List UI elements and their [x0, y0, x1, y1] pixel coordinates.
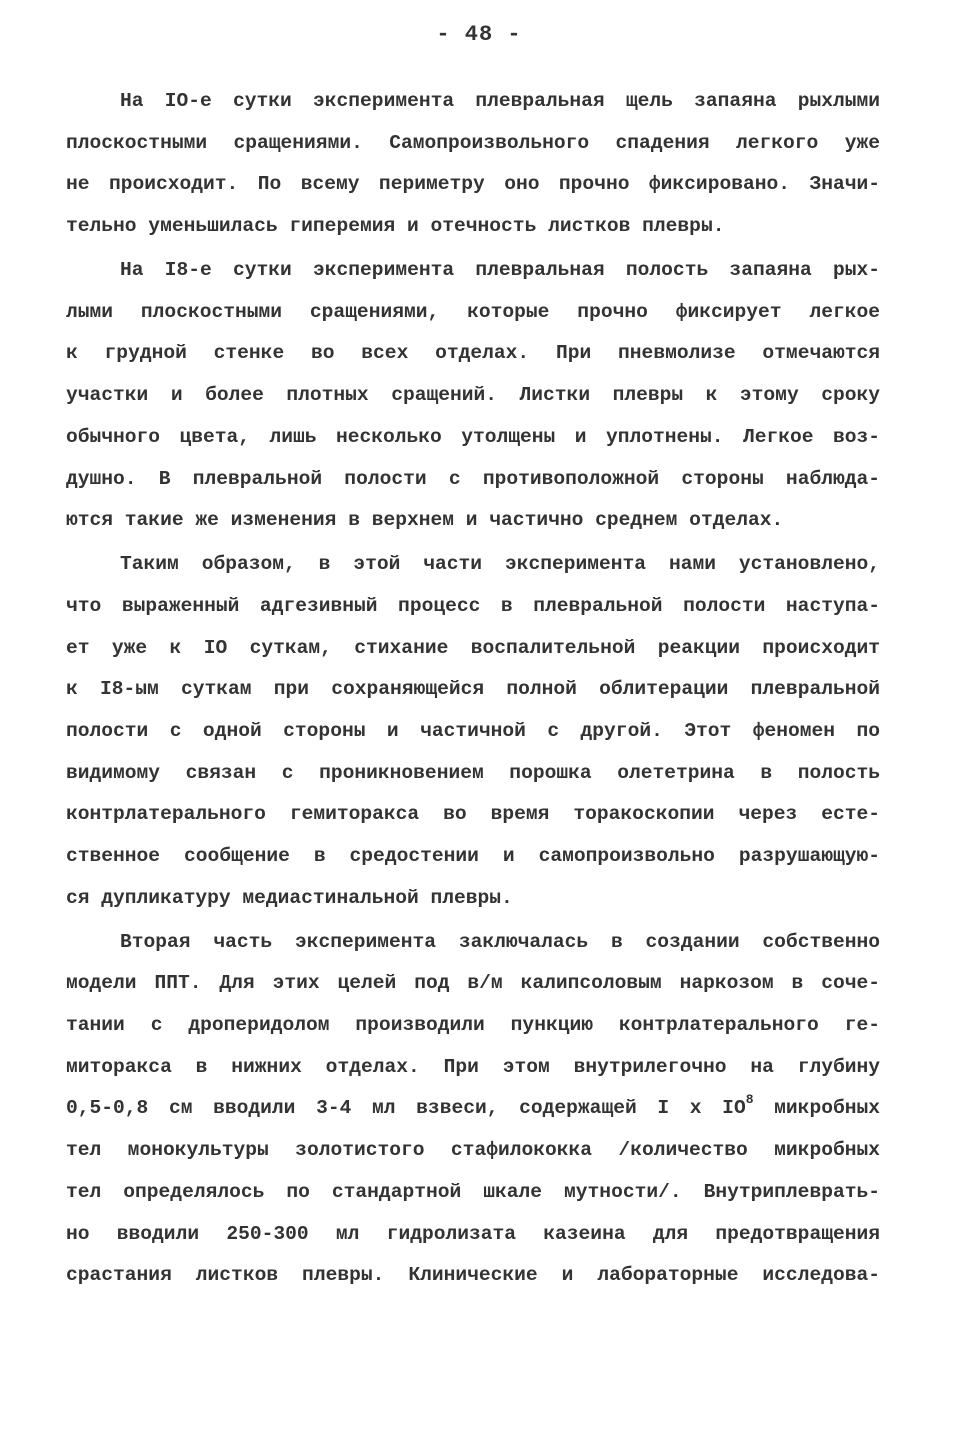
text-line: На IO-е сутки эксперимента плевральная щель запаяна рыхлыми: [120, 90, 880, 112]
text-line: тании с дроперидолом производили пункцию контрлатерального ге-: [66, 1014, 880, 1037]
text-line: тел определялось по стандартной шкале мутности/. Внутриплеврать-: [66, 1180, 880, 1203]
text-fragment: микробных: [753, 1097, 880, 1120]
text-line: срастания листков плевры. Клинические и лабораторные исследова-: [66, 1264, 880, 1287]
text-line: душно. В плевральной полости с противоположной стороны наблюда-: [66, 467, 880, 490]
text-line: ся дупликатуру медиастинальной плевры.: [66, 886, 513, 909]
text-line: полости с одной стороны и частичной с другой. Этот феномен по: [66, 719, 880, 742]
text-line: плоскостными сращениями. Самопроизвольного спадения легкого уже: [66, 131, 880, 154]
text-line: лыми плоскостными сращениями, которые прочно фиксирует легкое: [66, 300, 880, 323]
text-line: Таким образом, в этой части эксперимента нами установлено,: [120, 553, 880, 576]
text-line: к грудной стенке во всех отделах. При пневмолизе отмечаются: [66, 342, 880, 365]
exponent: 8: [745, 1092, 754, 1108]
body-text: [66, 87, 880, 1303]
text-line: ет уже к IO суткам, стихание воспалительной реакции происходит: [66, 636, 880, 659]
text-line: миторакса в нижних отделах. При этом внутрилегочно на глубину: [66, 1055, 880, 1078]
text-line: ственное сообщение в средостении и самопроизвольно разрушающую-: [66, 845, 880, 867]
text-line: но вводили 250-300 мл гидролизата казеина для предотвращения: [66, 1222, 880, 1245]
text-line: тельно уменьшилась гиперемия и отечность листков плевры.: [66, 215, 725, 238]
text-line: что выраженный адгезивный процесс в плевральной полости наступа-: [66, 594, 880, 617]
text-line: ются такие же изменения в верхнем и частично среднем отделах.: [66, 509, 784, 532]
text-line: участки и более плотных сращений. Листки плевры к этому сроку: [66, 384, 880, 407]
text-fragment: 0,5-0,8 см вводили 3-4 мл взвеси, содержащей I x IO: [66, 1097, 746, 1120]
text-line-with-exponent: [66, 1094, 880, 1136]
text-line: не происходит. По всему периметру оно прочно фиксировано. Значи-: [66, 173, 880, 196]
text-line: обычного цвета, лишь несколько утолщены и уплотнены. Легкое воз-: [66, 425, 880, 448]
text-line: контрлатерального гемиторакса во время торакоскопии через есте-: [66, 803, 880, 826]
text-line: видимому связан с проникновением порошка олететрина в полость: [66, 761, 880, 784]
text-line: На I8-е сутки эксперимента плевральная полость запаяна рых-: [120, 259, 880, 282]
text-line: Вторая часть эксперимента заключалась в создании собственно: [120, 930, 880, 953]
text-line: тел монокультуры золотистого стафилококка /количество микробных: [66, 1139, 880, 1162]
text-line: к I8-ым суткам при сохраняющейся полной облитерации плевральной: [66, 678, 880, 701]
page-number: - 48 -: [436, 22, 522, 47]
text-line: модели ППТ. Для этих целей под в/м калипсоловым наркозом в соче-: [66, 972, 880, 995]
